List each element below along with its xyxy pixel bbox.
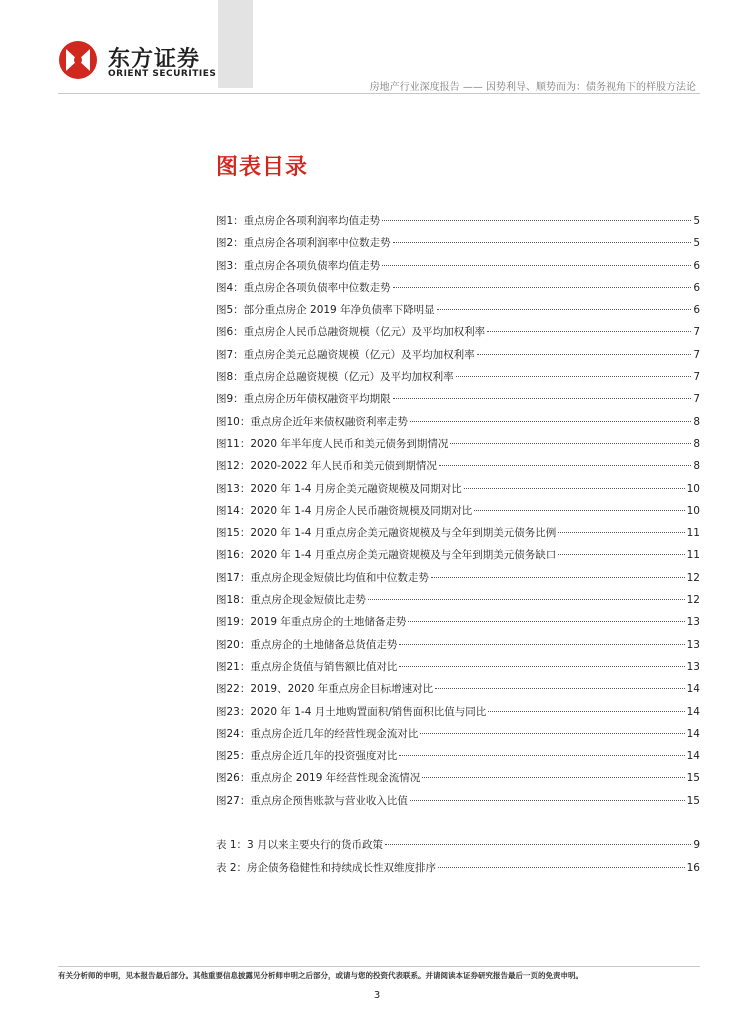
toc-entry-page: 12: [686, 594, 700, 607]
toc-entry-label: 表 1：3 月以来主要央行的货币政策: [216, 839, 384, 851]
toc-entry-page: 8: [693, 437, 700, 450]
toc-entry-label: 图24：重点房企近几年的经营性现金流对比: [216, 727, 419, 740]
toc-entry-page: 14: [686, 750, 700, 763]
toc-leader-dots: [439, 465, 691, 466]
toc-leader-dots: [450, 443, 691, 444]
toc-entry-page: 15: [686, 772, 700, 785]
toc-entry-page: 5: [693, 215, 700, 227]
toc-entry-label: 图14：2020 年 1-4 月房企人民币融资规模及同期对比: [216, 504, 473, 517]
toc-entry-label: 图6：重点房企人民币总融资规模（亿元）及平均加权利率: [216, 326, 486, 339]
toc-entry-label: 图2：重点房企各项利润率中位数走势: [216, 237, 391, 250]
toc-leader-dots: [410, 800, 685, 801]
toc-leader-dots: [558, 554, 684, 555]
toc-entry-page: 16: [686, 862, 700, 874]
toc-leader-dots: [408, 621, 684, 622]
toc-table-entry[interactable]: [216, 837, 700, 860]
toc-leader-dots: [382, 220, 691, 221]
toc-leader-dots: [437, 309, 692, 310]
toc-entry-page: 6: [693, 259, 700, 272]
toc-entry-label: 图11：2020 年半年度人民币和美元债务到期情况: [216, 437, 449, 450]
toc-leader-dots: [393, 398, 692, 399]
toc-leader-dots: [477, 354, 692, 355]
toc-entry-page: 12: [686, 571, 700, 584]
toc-figure-entry[interactable]: [216, 525, 700, 547]
toc-entry-page: 7: [693, 348, 700, 361]
toc-leader-dots: [422, 777, 684, 778]
toc-leader-dots: [464, 488, 685, 489]
toc-entry-page: 14: [686, 705, 700, 718]
toc-figure-entry[interactable]: [216, 503, 700, 525]
toc-entry-label: 图8：重点房企总融资规模（亿元）及平均加权利率: [216, 371, 454, 384]
page-number: 3: [373, 990, 381, 1001]
brand-name-cn: 东方证券: [108, 47, 201, 72]
toc-entry-page: 7: [693, 371, 700, 384]
toc-leader-dots: [393, 287, 692, 288]
toc-figure-entry[interactable]: [216, 614, 700, 636]
toc-entry-label: 图16：2020 年 1-4 月重点房企美元融资规模及与全年到期美元债务缺口: [216, 549, 557, 562]
toc-figure-entry[interactable]: [216, 637, 700, 659]
toc-entry-label: 图27：重点房企预售账款与营业收入比值: [216, 794, 408, 807]
toc-entry-label: 图26：重点房企 2019 年经营性现金流情况: [216, 772, 421, 785]
toc-title: 图表目录: [216, 155, 309, 180]
toc-figure-entry[interactable]: [216, 302, 700, 324]
toc-entry-page: 10: [686, 504, 700, 517]
toc-entry-page: 15: [686, 794, 700, 807]
toc-figure-entry[interactable]: [216, 235, 700, 257]
toc-entry-label: 表 2：房企债务稳健性和持续成长性双维度排序: [216, 862, 437, 874]
toc-entry-page: 5: [693, 237, 700, 250]
brand-logo: [58, 40, 218, 84]
toc-entry-page: 14: [686, 727, 700, 740]
toc-table-entry[interactable]: [216, 860, 700, 883]
header-gray-bar: [218, 0, 253, 88]
toc-figure-entry[interactable]: [216, 659, 700, 681]
toc-entry-label: 图20：重点房企的土地储备总货值走势: [216, 638, 398, 651]
toc-leader-dots: [558, 532, 684, 533]
footer-divider: [58, 966, 700, 967]
toc-leader-dots: [474, 510, 684, 511]
toc-figure-entry[interactable]: [216, 391, 700, 413]
toc-leader-dots: [438, 867, 685, 868]
toc-leader-dots: [420, 733, 684, 734]
toc-entry-label: 图5：部分重点房企 2019 年净负债率下降明显: [216, 304, 435, 317]
toc-figure-entry[interactable]: [216, 681, 700, 703]
toc-entry-page: 11: [686, 549, 700, 562]
toc-entry-page: 10: [686, 482, 700, 495]
toc-leader-dots: [382, 265, 691, 266]
toc-entry-page: 13: [686, 616, 700, 629]
toc-figure-entry[interactable]: [216, 793, 700, 815]
toc-leader-dots: [435, 688, 684, 689]
toc-entry-label: 图13：2020 年 1-4 月房企美元融资规模及同期对比: [216, 482, 462, 495]
toc-entry-page: 11: [686, 527, 700, 540]
toc-entry-page: 7: [693, 326, 700, 339]
toc-figure-entry[interactable]: [216, 748, 700, 770]
orient-securities-logo-icon: [58, 40, 98, 80]
figure-list: [216, 213, 700, 815]
toc-figure-entry[interactable]: [216, 726, 700, 748]
toc-figure-entry[interactable]: [216, 414, 700, 436]
toc-entry-page: 6: [693, 304, 700, 317]
toc-figure-entry[interactable]: [216, 369, 700, 391]
toc-figure-entry[interactable]: [216, 458, 700, 480]
toc-figure-entry[interactable]: [216, 481, 700, 503]
toc-figure-entry[interactable]: [216, 592, 700, 614]
toc-entry-page: 9: [693, 839, 700, 851]
toc-figure-entry[interactable]: [216, 258, 700, 280]
toc-entry-label: 图1：重点房企各项利润率均值走势: [216, 215, 381, 227]
toc-figure-entry[interactable]: [216, 436, 700, 458]
toc-figure-entry[interactable]: [216, 347, 700, 369]
toc-leader-dots: [368, 599, 685, 600]
toc-entry-label: 图19：2019 年重点房企的土地储备走势: [216, 616, 407, 629]
report-header-title: 房地产行业深度报告 —— 因势利导、顺势而为：债务视角下的样股方法论: [369, 82, 696, 93]
toc-entry-label: 图18：重点房企现金短债比走势: [216, 594, 366, 607]
toc-entry-label: 图7：重点房企美元总融资规模（亿元）及平均加权利率: [216, 348, 475, 361]
toc-entry-label: 图23：2020 年 1-4 月土地购置面积/销售面积比值与同比: [216, 705, 487, 718]
toc-entry-page: 6: [693, 281, 700, 294]
toc-leader-dots: [393, 242, 692, 243]
toc-entry-page: 8: [693, 460, 700, 473]
toc-leader-dots: [399, 644, 684, 645]
toc-figure-entry[interactable]: [216, 213, 700, 235]
toc-figure-entry[interactable]: [216, 704, 700, 726]
toc-figure-entry[interactable]: [216, 770, 700, 792]
toc-entry-label: 图12：2020-2022 年人民币和美元债到期情况: [216, 460, 437, 473]
toc-entry-page: 14: [686, 683, 700, 696]
toc-figure-entry[interactable]: [216, 570, 700, 592]
toc-leader-dots: [399, 666, 684, 667]
toc-entry-page: 13: [686, 638, 700, 651]
header-divider: [58, 93, 700, 94]
toc-leader-dots: [385, 844, 691, 845]
toc-leader-dots: [410, 421, 691, 422]
toc-entry-label: 图17：重点房企现金短债比均值和中位数走势: [216, 571, 429, 584]
table-list: [216, 837, 700, 883]
toc-figure-entry[interactable]: [216, 280, 700, 302]
toc-entry-page: 8: [693, 415, 700, 428]
toc-leader-dots: [399, 755, 684, 756]
footer-disclaimer: 有关分析师的申明，见本报告最后部分。其他重要信息披露见分析师申明之后部分，或请与您的投资代表联系。并请阅读本证券研究报告最后一页的免责申明。: [58, 971, 583, 980]
toc-leader-dots: [431, 577, 685, 578]
toc-entry-label: 图25：重点房企近几年的投资强度对比: [216, 750, 398, 763]
toc-entry-label: 图4：重点房企各项负债率中位数走势: [216, 281, 391, 294]
toc-entry-label: 图10：重点房企近年来债权融资利率走势: [216, 415, 408, 428]
toc-entry-label: 图21：重点房企货值与销售额比值对比: [216, 660, 398, 673]
toc-entry-label: 图3：重点房企各项负债率均值走势: [216, 259, 381, 272]
toc-leader-dots: [488, 711, 684, 712]
toc-figure-entry[interactable]: [216, 547, 700, 569]
toc-leader-dots: [487, 331, 691, 332]
toc-figure-entry[interactable]: [216, 324, 700, 346]
brand-name-en: ORIENT SECURITIES: [108, 69, 217, 79]
toc-entry-label: 图22：2019、2020 年重点房企目标增速对比: [216, 683, 434, 696]
toc-entry-label: 图9：重点房企历年债权融资平均期限: [216, 393, 391, 406]
toc-leader-dots: [456, 376, 692, 377]
toc-entry-page: 13: [686, 660, 700, 673]
toc-entry-page: 7: [693, 393, 700, 406]
toc-entry-label: 图15：2020 年 1-4 月重点房企美元融资规模及与全年到期美元债务比例: [216, 527, 557, 540]
